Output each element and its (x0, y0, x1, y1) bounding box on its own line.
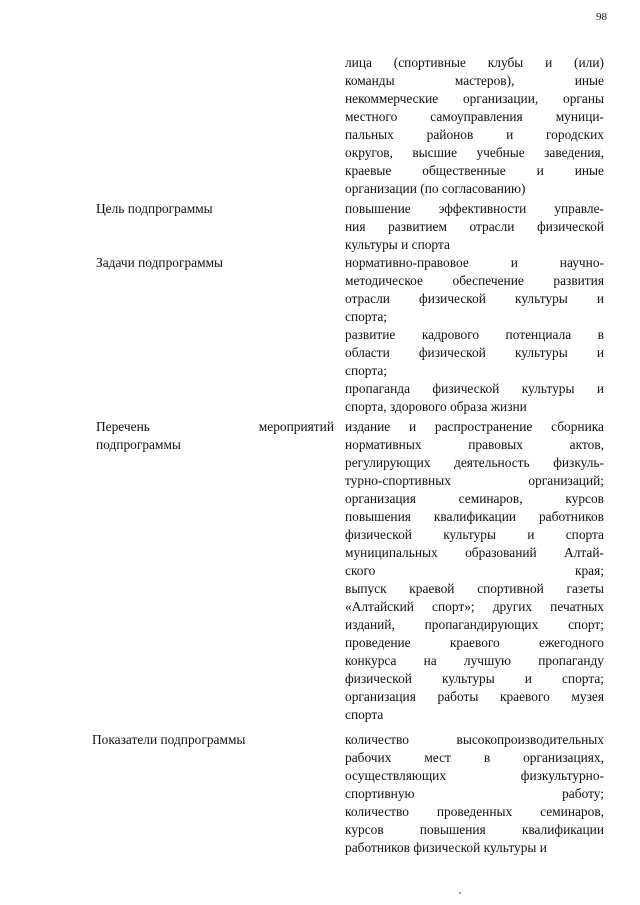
row-value-line: лица (спортивные клубы и (или) (345, 55, 604, 70)
row-value-executors-continued (345, 54, 604, 198)
row-value-line: области физической культуры и (345, 345, 604, 360)
row-value-line: организация семинаров, курсов (345, 491, 604, 506)
row-value-line: округов, высшие учебные заведения, (345, 145, 604, 160)
row-value-line: осуществляющих физкультурно- (345, 768, 604, 783)
row-value-line: спорта; (345, 363, 388, 378)
row-value-line: нормативно-правовое и научно- (345, 255, 604, 270)
row-label-tasks (96, 254, 334, 272)
row-value-line: изданий, пропагандирующих спорт; (345, 617, 604, 632)
row-value-line: команды мастеров), иные (345, 73, 604, 88)
row-value-tasks (345, 254, 604, 416)
row-value-line: «Алтайский спорт»; других печатных (345, 599, 604, 614)
row-label-line: Перечень мероприятий (96, 419, 334, 434)
row-value-line: ния развитием отрасли физической (345, 219, 604, 234)
row-label-indicators (92, 731, 330, 749)
row-value-line: регулирующих деятельность физкуль- (345, 455, 604, 470)
row-value-line: пальных районов и городских (345, 127, 604, 142)
scan-speck (459, 892, 461, 894)
row-value-line: выпуск краевой спортивной газеты (345, 581, 604, 596)
row-value-measures (345, 418, 604, 724)
row-value-line: муниципальных образований Алтай- (345, 545, 604, 560)
row-value-line: развитие кадрового потенциала в (345, 327, 604, 342)
row-value-line: краевые общественные и иные (345, 163, 604, 178)
row-value-line: местного самоуправления муници- (345, 109, 604, 124)
row-label-goal (96, 200, 334, 218)
row-value-line: курсов повышения квалификации (345, 822, 604, 837)
row-value-line: ского края; (345, 563, 604, 578)
row-value-line: издание и распространение сборника (345, 419, 604, 434)
row-label-line: подпрограммы (96, 437, 181, 452)
row-value-line: спорта (345, 707, 384, 722)
row-label-line: Показатели подпрограммы (92, 732, 246, 747)
row-value-line: работников физической культуры и (345, 840, 547, 855)
row-value-indicators (345, 731, 604, 857)
row-value-line: повышения квалификации работников (345, 509, 604, 524)
row-value-line: физической культуры и спорта; (345, 671, 604, 686)
row-label-line: Задачи подпрограммы (96, 255, 224, 270)
row-value-goal (345, 200, 604, 254)
row-value-line: конкурса на лучшую пропаганду (345, 653, 604, 668)
row-value-line: организации (по согласованию) (345, 181, 526, 196)
page-number: 98 (596, 11, 607, 23)
row-label-measures (96, 418, 334, 454)
row-value-line: отрасли физической культуры и (345, 291, 604, 306)
row-label-line: Цель подпрограммы (96, 201, 213, 216)
row-value-line: организация работы краевого музея (345, 689, 604, 704)
row-value-line: спорта; (345, 309, 388, 324)
row-value-line: рабочих мест в организациях, (345, 750, 604, 765)
row-value-line: спорта, здорового образа жизни (345, 399, 527, 414)
row-value-line: физической культуры и спорта (345, 527, 604, 542)
row-value-line: проведение краевого ежегодного (345, 635, 604, 650)
row-value-line: количество высокопроизводительных (345, 732, 604, 747)
row-value-line: методическое обеспечение развития (345, 273, 604, 288)
row-value-line: некоммерческие организации, органы (345, 91, 604, 106)
row-value-line: спортивную работу; (345, 786, 604, 801)
row-value-line: количество проведенных семинаров, (345, 804, 604, 819)
row-value-line: повышение эффективности управле- (345, 201, 604, 216)
row-value-line: нормативных правовых актов, (345, 437, 604, 452)
row-value-line: культуры и спорта (345, 237, 450, 252)
row-value-line: турно-спортивных организаций; (345, 473, 604, 488)
row-value-line: пропаганда физической культуры и (345, 381, 604, 396)
